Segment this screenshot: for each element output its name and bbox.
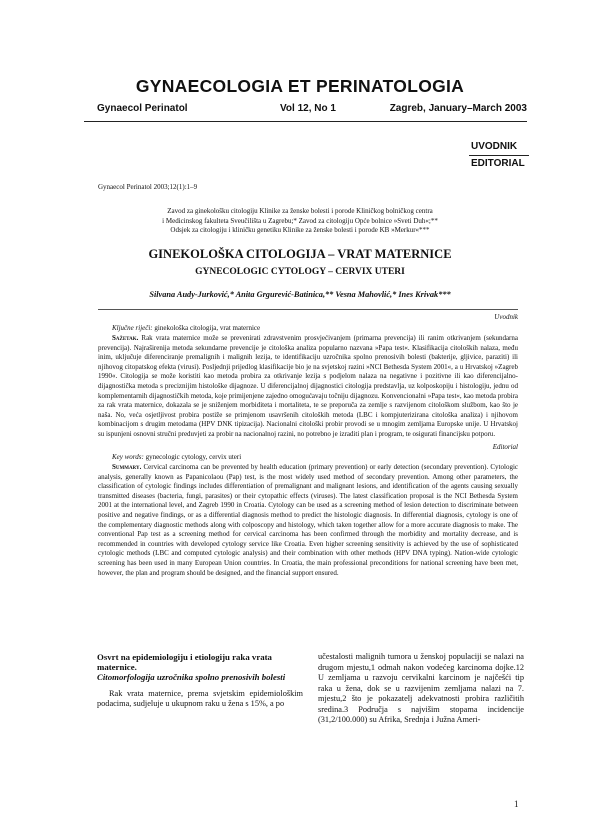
section-heading xyxy=(97,652,303,683)
affiliation-line: Zavod za ginekološku citologiju Klinike za ženske bolesti i porode Kliničkog bolničkog centra xyxy=(167,207,433,215)
heading-line: Citomorfologija uzročnika spolno prenosivih bolesti xyxy=(97,672,286,683)
keywords-text: ginekološka citologija, vrat maternice xyxy=(154,324,261,332)
body-paragraph: Rak vrata maternice, prema svjetskim epidemiološkim podacima, sudjeluje u ukupnom raku u žena s 15%, a po xyxy=(97,688,303,709)
abstract-lead: Summary. xyxy=(112,463,142,471)
keywords-label: Key words: xyxy=(112,453,144,461)
abstract-text: Rak vrata maternice može se prevenirati zdravstvenim prosvjećivanjem (primarna prevencija) ili ranim otkrivanjem (sekundarna prevencija). Najraširenija metoda sekundarne prevencije je citološka analiza popularno nazvana »Papa test«. Klasifikacija citoloških nalaza, među inim, uključuje diferenciranje premalignih i malignih lezija, te identifikaciju uzročnika spolno prenosivih bolesti (bakterije, gljivice, paraziti) ili njihovog citopatskog efekta (virusi). Posljednji prijedlog klasifikacije bio je na svjetskoj razini »NCI Bethesda System 2001«, a u Hrvatskoj »Zagreb 1990«. Citologija se može koristiti kao metoda probira za otkrivanje lezija s podjelom nalaza na negativne i pozitivne ili kao diferencijalno-dijagnostička metoda s preciznijim histološke dijagnoze. U diferencijalnoj dijagnostici citologija predstavlja, uz kolposkopiju i histologiju, jednu od komplementarnih dijagnostičkih metoda, koje primijenjene zajedno omogućavaju točniju dijagnozu. Konvencionalni »Papa test«, kao metoda probira za rak vrata maternice, dokazala se je sniženjem morbiditeta i mortaliteta, te se preporuča za zemlje s razvijenom citološkom službom, kao što je naša. No, veća osjetljivost probira postiže se primjenom usavršenih citoloških metoda (LBC i kompjuterizirana citološka analiza) i njihovom kombinacijom s drugim metodama (HPV DNK tipizacija). Nacionalni citološki probir provodi se u mnogim zemljama Europske unije. U Hrvatskoj su ispunjeni osnovni stručni preduvjeti za probir na nacionalnoj razini, no potrebno je izraditi plan i program, te osigurati financijsku potporu. xyxy=(98,334,518,438)
body-column-right xyxy=(318,652,524,726)
section-rule xyxy=(469,155,529,156)
keywords-label: Ključne riječi: xyxy=(112,324,153,332)
affiliation-line: i Medicinskog fakulteta Sveučilišta u Zagrebu;* Zavod za citologiju Opće bolnice »Sveti Duh«;** xyxy=(162,216,438,225)
body-paragraph: učestalosti malignih tumora u ženskoj populaciji se nalazi na drugom mjestu,1 odmah nakon vodećeg karcinoma dojke.12 U zemljama u razvoju cervikalni karcinom je najčešći tip raka u žena, dok se u razvijenim zemljama nalazi na 7. mjestu,2 što je pokazatelj adekvatnosti probira različitih sredina.3 Područja s najvišim stopama incidencije (31,2/100.000) su Afrika, Srednja i Južna Ameri- xyxy=(318,652,524,724)
author-list: Silvana Audy-Jurković,* Anita Grgurević-Batinica,** Vesna Mahovlić,* Ines Krivak*** xyxy=(149,290,451,299)
keywords-text: gynecologic cytology, cervix uteri xyxy=(145,453,242,461)
abstract-lead: Sažetak. xyxy=(112,334,139,342)
abstract-rule xyxy=(98,309,518,310)
abstract-en xyxy=(98,463,518,578)
section-label-hr: UVODNIK xyxy=(471,141,518,152)
keywords-hr xyxy=(112,324,260,332)
abstract-hr xyxy=(98,334,518,440)
article-type-hr: Uvodnik xyxy=(494,313,518,321)
affiliation-line: Odsjek za citologiju i kliničku genetiku Klinike za ženske bolesti i porode KB »Merkur«*** xyxy=(170,226,430,235)
page-number: 1 xyxy=(514,799,519,809)
journal-title: GYNAECOLOGIA ET PERINATOLOGIA xyxy=(135,76,465,96)
article-title-hr: GINEKOLOŠKA CITOLOGIJA – VRAT MATERNICE xyxy=(148,247,452,261)
keywords-en xyxy=(112,453,241,461)
body-column-left xyxy=(97,652,303,710)
affiliations xyxy=(60,207,540,236)
article-type-en: Editorial xyxy=(492,443,518,451)
section-label-en: EDITORIAL xyxy=(471,158,525,169)
journal-place-date: Zagreb, January–March 2003 xyxy=(389,103,527,114)
journal-abbrev: Gynaecol Perinatol xyxy=(97,103,188,114)
article-title-en: GYNECOLOGIC CYTOLOGY – CERVIX UTERI xyxy=(195,267,405,277)
citation: Gynaecol Perinatol 2003;12(1):1–9 xyxy=(98,183,198,191)
journal-volume: Vol 12, No 1 xyxy=(280,103,336,114)
abstract-text: Cervical carcinoma can be prevented by health education (primary prevention) or early detection (secondary prevention). Cytologic analysis, generally known as Papanicolaou (Pap) test, is the most widely used method of secondary prevention. Among other parameters, the classification of cytologic findings includes differentiation of premalignant and malignant lesions, and identification of the agents causing sexually transmitted diseases (bacteria, fungi, parasites) or their cytopathic effects (viruses). The latest classification proposal is the NCI Bethesda System 2001 at the international level, and Zagreb 1990 in Croatia. Cytology can be used as a screening method of lesion detection to discriminate between positive and negative findings, or as a differential diagnosis method to predict the histologic diagnosis. In differential diagnosis, cytology is one of the complementary diagnostic methods along with colposcopy and histology, which taken together allow for a more accurate diagnosis to make. The conventional Pap test as a screening method for cervical carcinoma has been confirmed through the morbidity and mortality decrease, and is recommended in countries with developed cytology service like Croatia. Even higher screening sensitivity is achieved by the use of sophisticated cytologic methods (LBC and computed cytologic analysis) and their combination with other methods (HPV DNA typing). Nation-wide cytologic screening has been used in many European Union countries. In Croatia, the main professional preconditions for national screening have been met, however, the plan and program should be designed, and the financial support ensured. xyxy=(98,463,518,577)
heading-line: Osvrt na epidemiologiju i etiologiju raka vrata maternice. xyxy=(97,652,272,673)
header-rule xyxy=(84,121,527,122)
